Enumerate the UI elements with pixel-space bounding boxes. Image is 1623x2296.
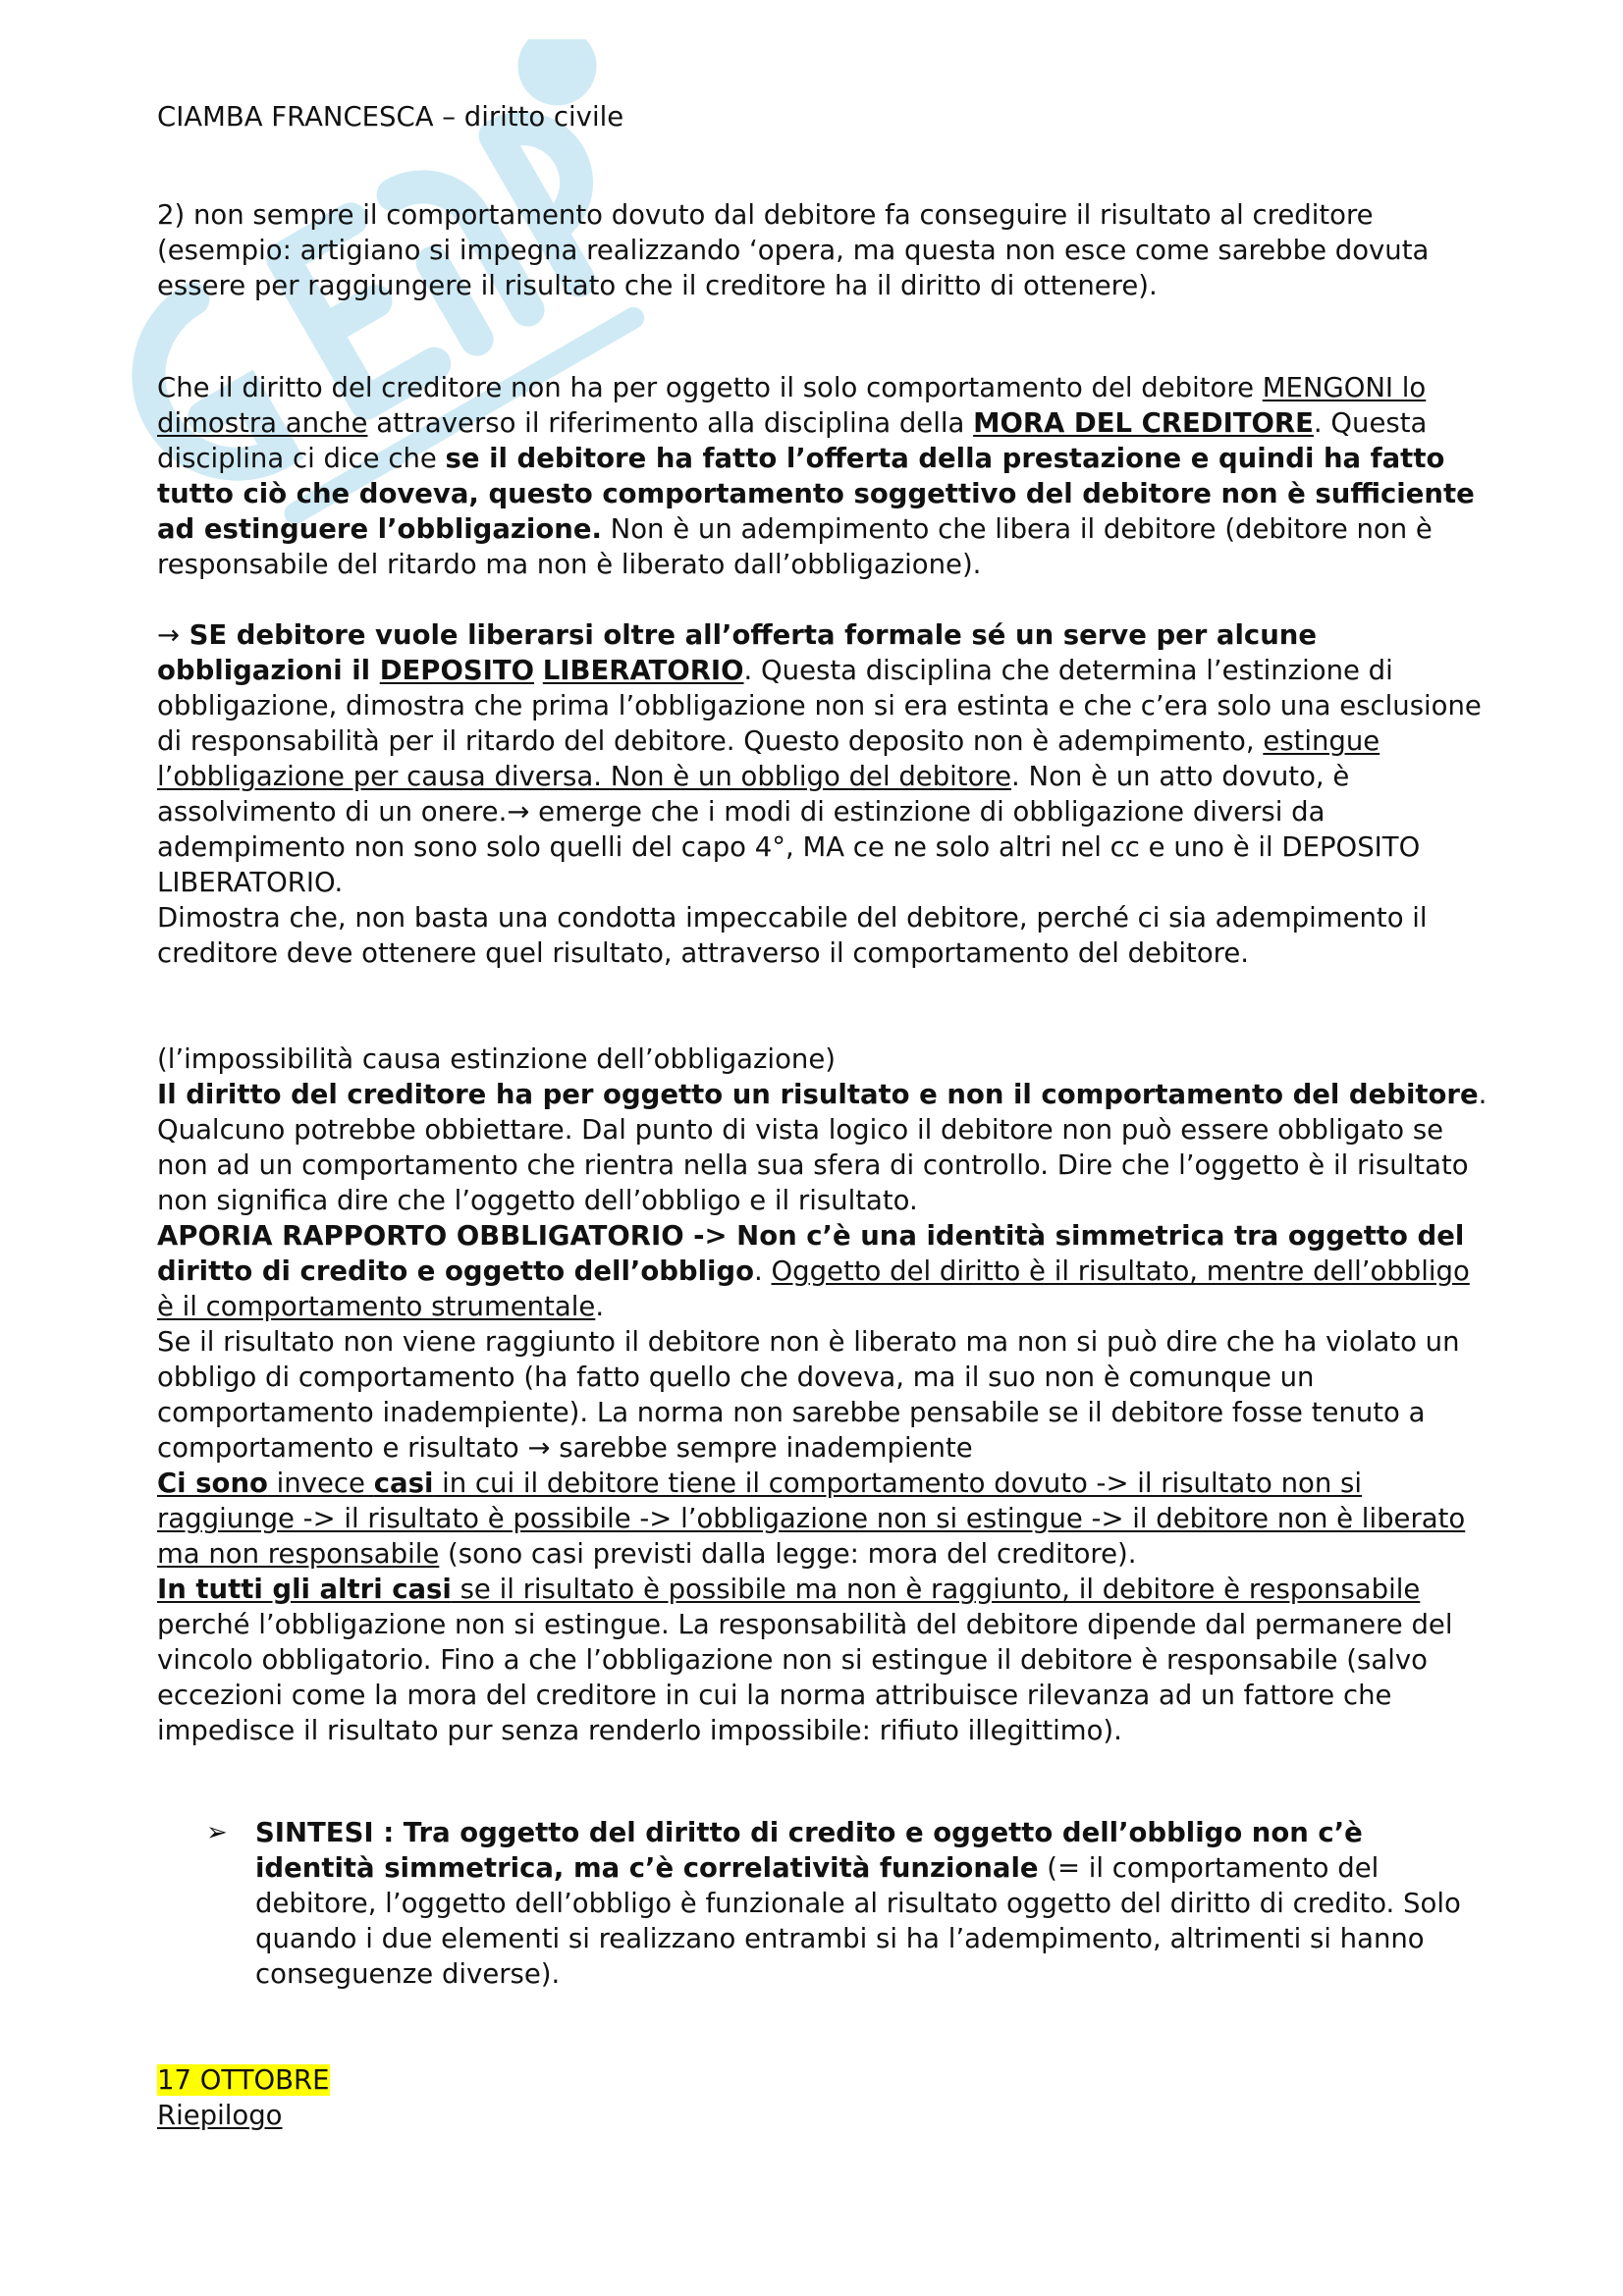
bold-run: APORIA RAPPORTO OBBLIGATORIO -> Non c’è una identità simmetrica tra oggetto del diritto di credito e oggetto dell’obbligo (157, 1220, 1465, 1287)
paragraph-1: 2) non sempre il comportamento dovuto dal debitore fa conseguire il risultato al creditore (esempio: artigiano si impegna realizzando ‘opera, ma questa non esce come sarebbe dovuta essere per raggiungere il risultato che il creditore ha il diritto di ottenere). (157, 199, 1430, 301)
bold-run: se il debitore ha fatto l’offerta della prestazione e quindi ha fatto tutto ciò che doveva, questo comportamento soggettivo del debitore non è sufficiente ad estinguere l’obbligazione. (157, 443, 1475, 545)
text-run: (sono casi previsti dalla legge: mora del creditore). (439, 1538, 1137, 1570)
bold-underlined-run: MORA DEL CREDITORE (973, 407, 1314, 439)
text-run: . Questa disciplina che determina l’estinzione di obbligazione, dimostra che prima l’obbligazione non si era estinta e che c’era solo una esclusione di responsabilità per il ritardo del debitore. Questo deposito non è adempimento, (157, 655, 1482, 757)
underlined-run: invece (267, 1468, 374, 1499)
text-run: . Questa disciplina ci dice che (157, 407, 1428, 474)
text-run: . Qualcuno potrebbe obbiettare. Dal punto di vista logico il debitore non può essere obbligato se non ad un comportamento che rientra nella sua sfera di controllo. Dire che l’oggetto è il risultato non significa dire che l’oggetto dell’obbligo e il risultato. (157, 1079, 1488, 1216)
underlined-run: MENGONI lo dimostra anche (157, 372, 1427, 439)
underlined-run: Riepilogo (157, 2100, 283, 2131)
text-run: emerge che i modi di estinzione di obbligazione diversi da adempimento non sono solo quelli del capo 4°, MA ce ne solo altri nel cc e uno è il DEPOSITO LIBERATORIO. (157, 796, 1421, 898)
date-heading (157, 2062, 1492, 2098)
underlined-run: se il risultato è possibile ma non è raggiunto, il debitore è responsabile (451, 1574, 1421, 1605)
text-run: attraverso il riferimento alla disciplina della (367, 407, 974, 439)
bold-run: Il diritto del creditore ha per oggetto un risultato e non il comportamento del debitore (157, 1079, 1479, 1110)
arrow-bullet-icon: ➢ (206, 1818, 228, 1847)
text-run: . (595, 1291, 605, 1322)
paragraph-deposito-liberatorio (157, 617, 1492, 900)
bold-underlined-run: LIBERATORIO (542, 655, 744, 686)
recap-heading (157, 2098, 1492, 2133)
paragraph-dimostra: Dimostra che, non basta una condotta impeccabile del debitore, perché ci sia adempimento il creditore deve ottenere quel risultato, attraverso il comportamento del debitore. (157, 902, 1428, 969)
header-title: CIAMBA FRANCESCA – diritto civile (157, 101, 624, 133)
paragraph-impossibilita: (l’impossibilità causa estinzione dell’obbligazione) (157, 1043, 836, 1075)
text-run: (= il comportamento del debitore, l’oggetto dell’obbligo è funzionale al risultato oggetto del diritto di credito. Solo quando i due elementi si realizzano entrambi si ha l’adempimento, altrimenti si hanno conseguenze diverse). (255, 1852, 1461, 1990)
text-run: sarebbe sempre inadempiente (550, 1432, 973, 1464)
underlined-run: in cui il debitore tiene il comportamento dovuto -> il risultato non si raggiunge -> il risultato è possibile -> l’obbligazione non si estingue -> il debitore non è liberato ma non responsabile (157, 1468, 1466, 1570)
paragraph-ci-sono-casi (157, 1466, 1492, 1572)
arrow-right-icon: → (507, 796, 530, 828)
text-run: perché l’obbligazione non si estingue. La responsabilità del debitore dipende dal permanere del vincolo obbligatorio. Fino a che l’obbligazione non si estingue il debitore è responsabile (salvo eccezioni come la mora del creditore in cui la norma attribuisce rilevanza ad un fattore che impedisce il risultato pur senza renderlo impossibile: rifiuto illegittimo). (157, 1609, 1453, 1746)
text-run: . Non è un atto dovuto, è assolvimento di un onere. (157, 761, 1350, 828)
paragraph-risultato-non-raggiunto (157, 1324, 1492, 1466)
bold-underlined-run: In tutti gli altri casi (157, 1574, 452, 1605)
text-run: Non è un adempimento che libera il debitore (debitore non è responsabile del ritardo ma non è liberato dall’obbligazione). (157, 513, 1433, 580)
bold-underlined-run: casi (373, 1468, 434, 1499)
bold-run: SINTESI : Tra oggetto del diritto di credito e oggetto dell’obbligo non c’è identità simmetrica, ma c’è correlatività funzionale (255, 1817, 1363, 1884)
bold-run: SE debitore vuole liberarsi oltre all’offerta formale sé un serve per alcune obbligazioni il (157, 619, 1318, 686)
bold-underlined-run: DEPOSITO (379, 655, 535, 686)
underlined-run: Oggetto del diritto è il risultato, mentre dell’obbligo è il comportamento strumentale (157, 1255, 1470, 1322)
paragraph-mora-creditore (157, 370, 1492, 582)
paragraph-sintesi (255, 1815, 1473, 1992)
underlined-run: estingue l’obbligazione per causa diversa. Non è un obbligo del debitore (157, 725, 1380, 792)
highlighted-date: 17 OTTOBRE (157, 2064, 330, 2096)
paragraph-aporia (157, 1218, 1492, 1324)
arrow-right-icon: → (527, 1432, 551, 1464)
text-run: Che il diritto del creditore non ha per oggetto il solo comportamento del debitore (157, 372, 1263, 403)
arrow-right-icon: → (157, 619, 181, 651)
paragraph-altri-casi (157, 1572, 1492, 1748)
text-run: Se il risultato non viene raggiunto il debitore non è liberato ma non si può dire che ha violato un obbligo di comportamento (ha fatto quello che doveva, ma il suo non è comunque un comportamento inadempiente). La norma non sarebbe pensabile se il debitore fosse tenuto a comportamento e risultato (157, 1326, 1460, 1464)
paragraph-oggetto-risultato (157, 1077, 1492, 1218)
bold-underlined-run: Ci sono (157, 1468, 268, 1499)
text-run: . (754, 1255, 772, 1287)
